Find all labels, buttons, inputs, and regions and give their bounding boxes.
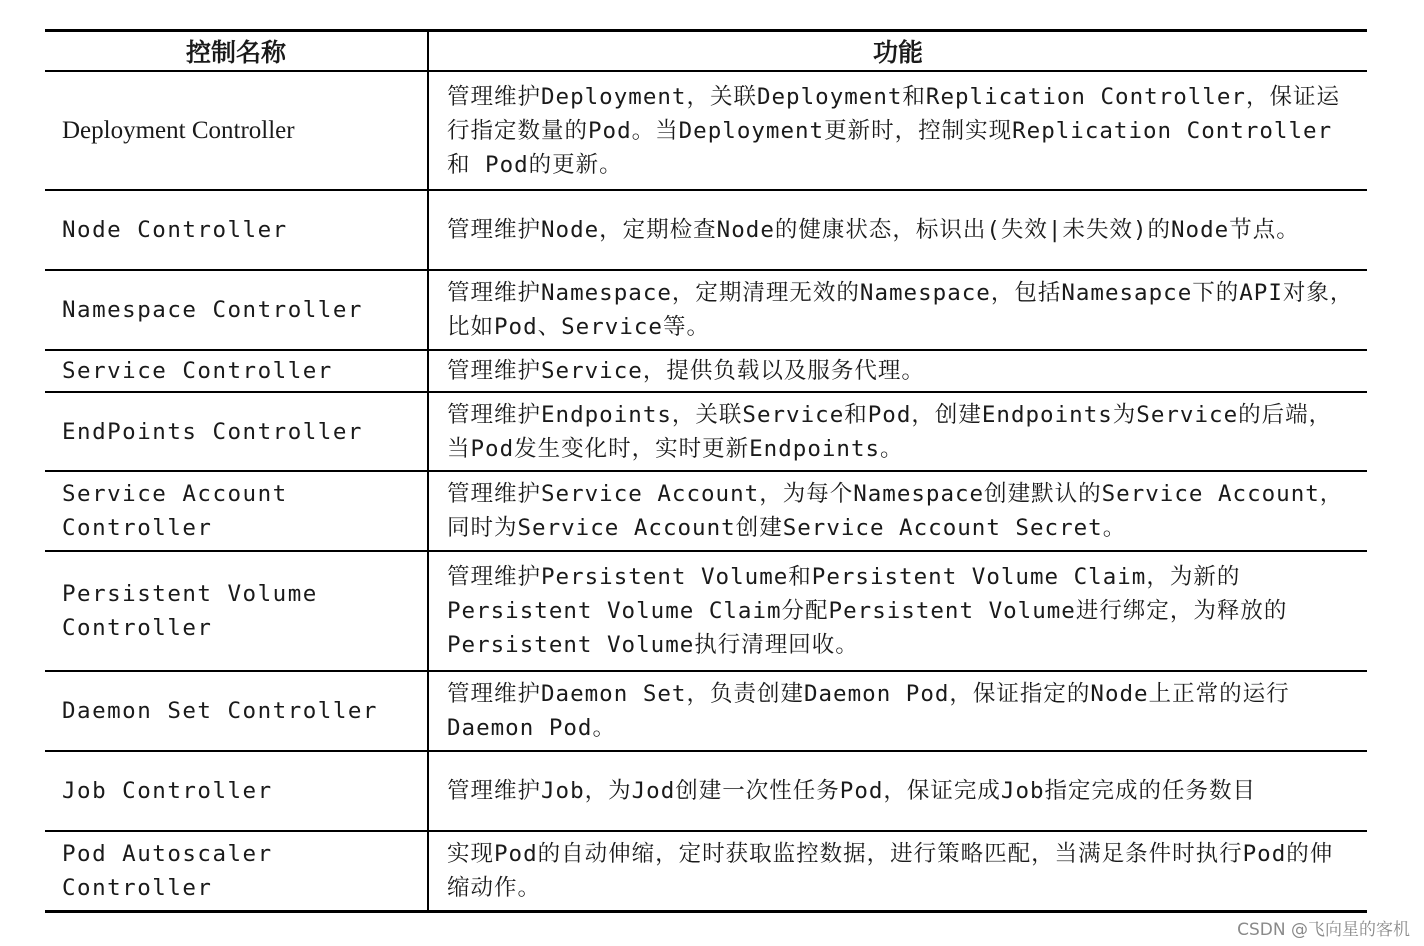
table-row	[45, 551, 1367, 671]
controller-function: 实现Pod的自动伸缩，定时获取监控数据，进行策略匹配，当满足条件时执行Pod的伸缩动作。	[428, 831, 1367, 911]
controller-name: Service Controller	[45, 350, 428, 392]
controller-function: 管理维护Namespace，定期清理无效的Namespace，包括Namesapce下的API对象，比如Pod、Service等。	[428, 270, 1367, 350]
table-row	[45, 751, 1367, 831]
controller-table	[45, 29, 1367, 913]
controller-name: Node Controller	[45, 190, 428, 270]
table-row	[45, 671, 1367, 751]
table-row	[45, 831, 1367, 911]
controller-function: 管理维护Endpoints，关联Service和Pod，创建Endpoints为Service的后端，当Pod发生变化时，实时更新Endpoints。	[428, 392, 1367, 471]
table-row	[45, 190, 1367, 270]
table-row	[45, 471, 1367, 551]
controller-function: 管理维护Node，定期检查Node的健康状态，标识出(失效|未失效)的Node节点。	[428, 190, 1367, 270]
controller-name: Persistent Volume Controller	[45, 551, 428, 671]
watermark: CSDN @飞向星的客机	[1237, 920, 1410, 940]
controller-name: Namespace Controller	[45, 270, 428, 350]
controller-name: EndPoints Controller	[45, 392, 428, 471]
table-row	[45, 270, 1367, 350]
table-row	[45, 350, 1367, 392]
controller-name: Pod Autoscaler Controller	[45, 831, 428, 911]
controller-name: Daemon Set Controller	[45, 671, 428, 751]
controller-function: 管理维护Service Account，为每个Namespace创建默认的Service Account，同时为Service Account创建Service Account Secret。	[428, 471, 1367, 551]
controller-name: Service Account Controller	[45, 471, 428, 551]
controller-name: Job Controller	[45, 751, 428, 831]
header-function: 功能	[428, 31, 1367, 72]
table-row	[45, 392, 1367, 471]
controller-name: Deployment Controller	[45, 71, 428, 190]
header-row	[45, 31, 1367, 72]
controller-function: 管理维护Job，为Jod创建一次性任务Pod，保证完成Job指定完成的任务数目	[428, 751, 1367, 831]
controller-function: 管理维护Persistent Volume和Persistent Volume Claim，为新的Persistent Volume Claim分配Persistent Volume进行绑定，为释放的Persistent Volume执行清理回收。	[428, 551, 1367, 671]
controller-function: 管理维护Daemon Set，负责创建Daemon Pod，保证指定的Node上正常的运行Daemon Pod。	[428, 671, 1367, 751]
controller-function: 管理维护Deployment，关联Deployment和Replication Controller，保证运行指定数量的Pod。当Deployment更新时，控制实现Replication Controller和 Pod的更新。	[428, 71, 1367, 190]
controller-function: 管理维护Service，提供负载以及服务代理。	[428, 350, 1367, 392]
table-row	[45, 71, 1367, 190]
header-name: 控制名称	[45, 31, 428, 72]
